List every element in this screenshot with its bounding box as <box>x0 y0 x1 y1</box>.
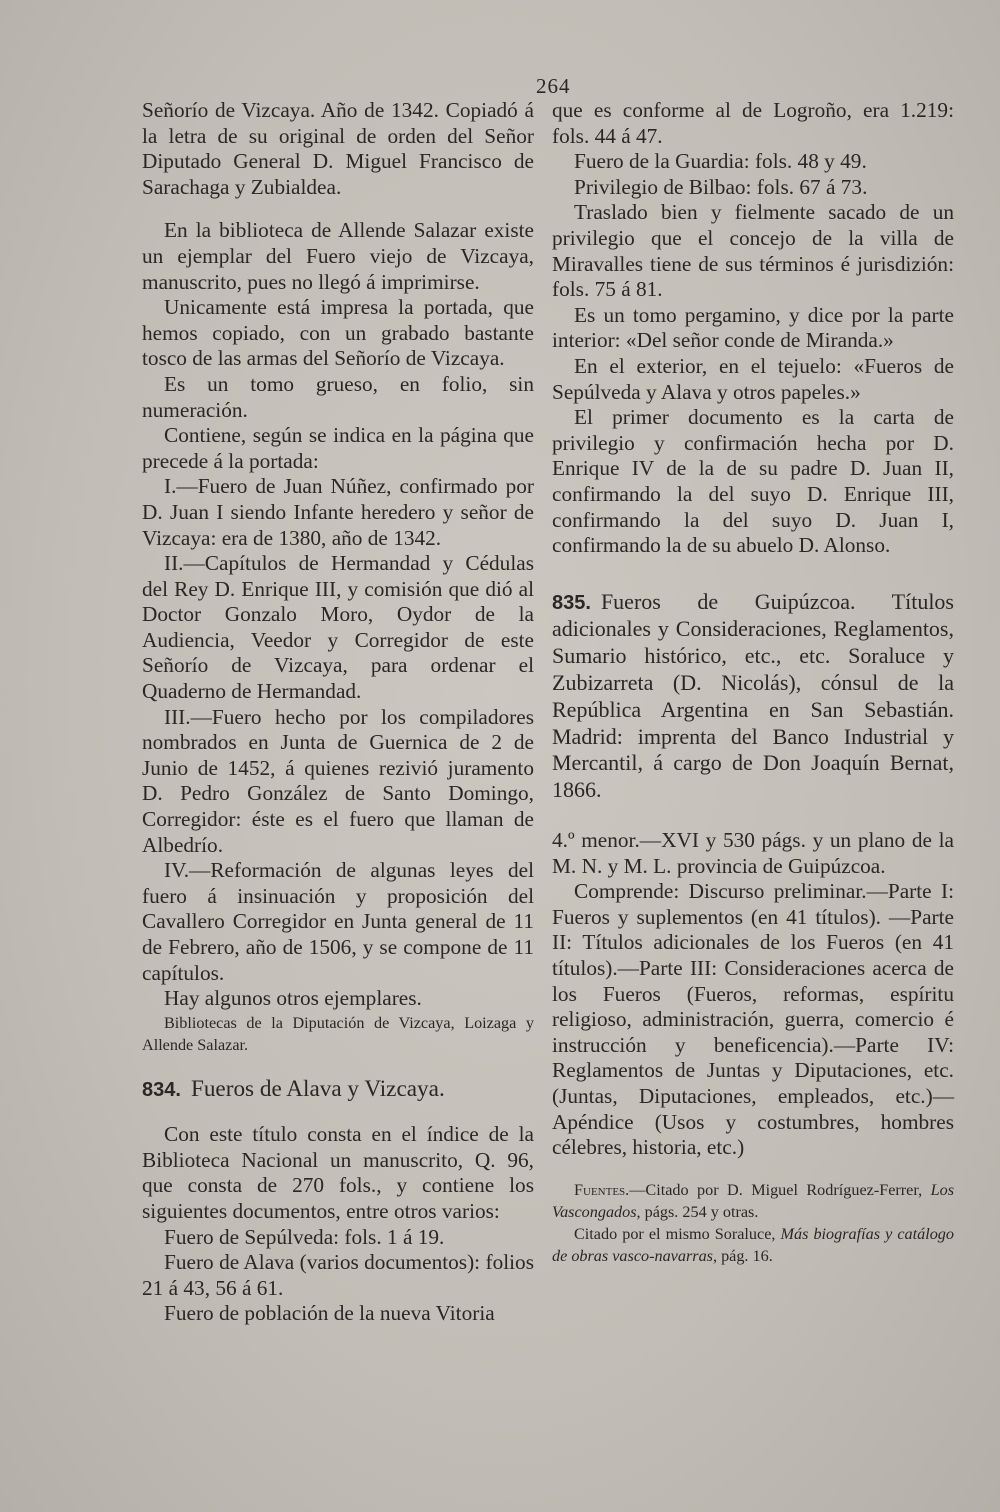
entry-title: Fueros de Guipúzcoa. Títulos adicionales y Consideraciones, Reglamentos, Sumario histórico, etc., etc. Soraluce y Zubizarreta (D. Nicolás), cónsul de la República Argentina en San Sebastián. Madrid: imprenta del Banco Industrial y Mercantil, á cargo de Don Joaquín Bernat, 1866. <box>552 588 954 803</box>
right-column <box>552 98 954 1267</box>
paragraph: En la biblioteca de Allende Salazar existe un ejemplar del Fuero viejo de Vizcaya, manuscrito, pues no llegó á imprimirse. <box>142 218 534 294</box>
list-item: I.—Fuero de Juan Núñez, confirmado por D. Juan I siendo Infante heredero y señor de Vizcaya: era de 1380, año de 1342. <box>142 474 534 550</box>
list-item: Fuero de Alava (varios documentos): folios 21 á 43, 56 á 61. <box>142 1250 534 1300</box>
paragraph: Con este título consta en el índice de la Biblioteca Nacional un manuscrito, Q. 96, que consta de 270 fols., y contiene los siguientes documentos, entre otros varios: <box>142 1122 534 1224</box>
paragraph: 4.º menor.—XVI y 530 págs. y un plano de la M. N. y M. L. provincia de Guipúzcoa. <box>552 828 954 878</box>
entry-heading-834 <box>142 1076 534 1105</box>
paragraph: Es un tomo pergamino, y dice por la parte interior: «Del señor conde de Miranda.» <box>552 302 954 353</box>
sources-note <box>552 1179 954 1223</box>
page-number: 264 <box>536 74 571 98</box>
source-text: , págs. 254 y otras. <box>636 1202 759 1221</box>
paragraph: Unicamente está impresa la portada, que hemos copiado, con un grabado bastante tosco de las armas del Señorío de Vizcaya. <box>142 295 534 371</box>
library-note: Bibliotecas de la Diputación de Vizcaya, Loizaga y Allende Salazar. <box>142 1013 534 1054</box>
paragraph: El primer documento es la carta de privilegio y confirmación hecha por D. Enrique IV de la de su padre D. Juan II, confirmando la del suyo D. Enrique III, confirmando la del suyo D. Juan I, confirmando la de su abuelo D. Alonso. <box>552 405 954 558</box>
source-text: , pág. 16. <box>712 1246 773 1265</box>
paragraph: Comprende: Discurso preliminar.—Parte I: Fueros y suplementos (en 41 títulos). —Parte II: Títulos adicionales de los Fueros (en 41 títulos).—Parte III: Consideraciones acerca de los Fueros (Fueros, reformas, espíritu religioso, administración, guerra, comercio é instrucción y beneficencia).—Parte IV: Reglamentos de Juntas y Diputaciones, etc. (Juntas, Diputaciones, empleados, etc.)—Apéndice (Usos y costumbres, hombres célebres, historia, etc.) <box>552 879 954 1160</box>
source-title: Los Vascongados <box>552 1180 954 1221</box>
list-item: Traslado bien y fielmente sacado de un privilegio que el concejo de la villa de Miravalles tiene de sus términos é jurisdizión: fols. 75 á 81. <box>552 200 954 302</box>
paragraph: Es un tomo grueso, en folio, sin numeración. <box>142 371 534 422</box>
paragraph: Hay algunos otros ejemplares. <box>164 986 422 1011</box>
list-item: III.—Fuero hecho por los compiladores nombrados en Junta de Guernica de 2 de Junio de 1452, á quienes rezivió juramento D. Pedro González de Santo Domingo, Corregidor: éste es el fuero que llaman de Albedrío. <box>142 704 534 857</box>
left-column <box>142 98 534 1327</box>
list-item: II.—Capítulos de Hermandad y Cédulas del Rey D. Enrique III, y comisión que dió al Doctor Gonzalo Moro, Oydor de la Audiencia, Veedor y Corregidor de este Señorío de Vizcaya, para ordenar el Quaderno de Hermandad. <box>142 551 534 704</box>
source-text: —Citado por D. Miguel Rodríguez-Ferrer, <box>629 1180 931 1199</box>
entry-number: 835. <box>552 591 591 614</box>
source-title: Más biografías y catálogo de obras vasco-navarras <box>552 1224 954 1265</box>
list-item: Fuero de la Guardia: fols. 48 y 49. <box>574 149 867 174</box>
list-item: Fuero de Sepúlveda: fols. 1 á 19. <box>164 1224 445 1249</box>
entry-number: 834. <box>142 1078 181 1101</box>
sources-note <box>552 1223 954 1267</box>
paragraph: En el exterior, en el tejuelo: «Fueros de Sepúlveda y Alava y otros papeles.» <box>552 353 954 404</box>
entry-title: Fueros de Alava y Vizcaya. <box>190 1075 445 1102</box>
source-text: Citado por el mismo Soraluce, <box>574 1224 781 1243</box>
list-item: Fuero de población de la nueva Vitoria <box>164 1301 495 1326</box>
list-item: Privilegio de Bilbao: fols. 67 á 73. <box>574 174 868 199</box>
paragraph: que es conforme al de Logroño, era 1.219: fols. 44 á 47. <box>552 98 954 148</box>
sources-label: Fuentes. <box>574 1180 630 1199</box>
entry-heading-835 <box>552 589 954 804</box>
list-item: IV.—Reformación de algunas leyes del fuero á insinuación y proposición del Cavallero Corregidor en Junta general de 11 de Febrero, año de 1506, y se compone de 11 capítulos. <box>142 858 534 985</box>
paragraph: Señorío de Vizcaya. Año de 1342. Copiadó á la letra de su original de orden del Señor Diputado General D. Miguel Francisco de Sarachaga y Zubialdea. <box>142 98 534 199</box>
paragraph: Contiene, según se indica en la página que precede á la portada: <box>142 423 534 473</box>
